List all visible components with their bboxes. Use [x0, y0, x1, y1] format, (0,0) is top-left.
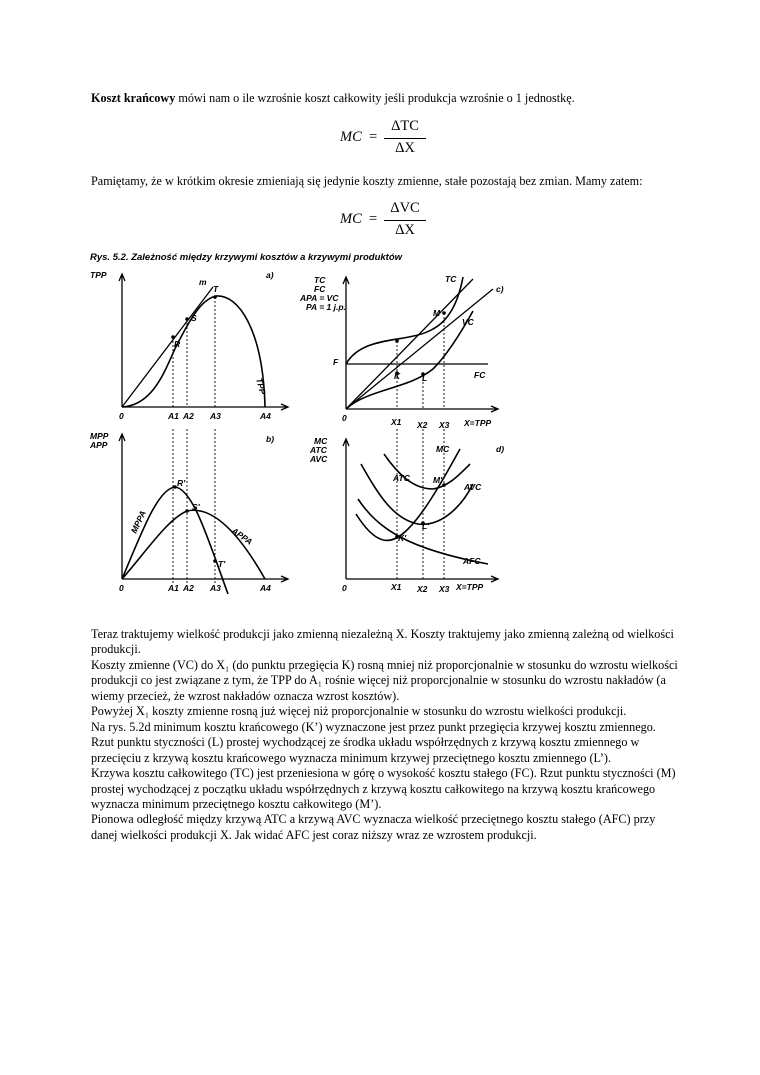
figure-points [171, 295, 446, 563]
formula2-fraction-bar [384, 220, 426, 221]
formula2-denominator: ΔX [395, 222, 415, 238]
paragraph: Rzut punktu styczności (L) prostej wychodzącej ze środka układu współrzędnych z krzywą kosztu zmiennego w przecięciu z krzywą kosztu krańcowego wyznacza minimum krzywej przeciętnego kosztu zmiennego (L’). [91, 735, 640, 765]
formula1-fraction-bar [384, 138, 426, 139]
intro-line [91, 91, 575, 107]
formula2-eq: = [369, 211, 378, 227]
panel-a-tick-a1: A1 [168, 411, 179, 421]
formula1-denominator: ΔX [395, 140, 415, 156]
panel-b-tick-a2: A2 [183, 583, 194, 593]
panel-d-mc-label: MC [436, 444, 450, 454]
panel-d-tick-x3: X3 [439, 584, 450, 594]
paragraph: Powyżej X₁ koszty zmienne rosną już więcej niż proporcjonalnie w stosunku do wzrostu wielkości produkcji. [91, 704, 627, 719]
middle-line: Pamiętamy, że w krótkim okresie zmieniają się jedynie koszty zmienne, stałe pozostają bez zmian. Mamy zatem: [91, 174, 643, 188]
panel-c-tc-curve [346, 277, 463, 364]
panel-b-ylabel-app: APP [90, 440, 108, 450]
panel-a-ray-m [122, 287, 213, 407]
panel-b-tick-a4: A4 [260, 583, 271, 593]
panel-d-tick-x1: X1 [391, 582, 402, 592]
panel-c-tick-x3: X3 [439, 420, 450, 430]
panel-a-curve-label: TPP [254, 376, 269, 396]
panel-a-tick-a4: A4 [260, 411, 271, 421]
panel-b-mppa-curve [122, 487, 228, 594]
panel-a-point-t: T [213, 284, 219, 294]
panel-c-ray-m [346, 279, 473, 409]
body-text [91, 627, 681, 843]
formula-mc-tc [340, 118, 430, 160]
panel-d-afc-label: AFC [463, 556, 481, 566]
panel-a-ylabel: TPP [90, 270, 107, 280]
panel-b-tick-a3: A3 [210, 583, 221, 593]
panel-d-avc-curve [361, 464, 473, 524]
formula1-eq: = [369, 129, 378, 145]
panel-c-tc-label: TC [445, 274, 457, 284]
panel-b-point-t: T' [218, 559, 226, 569]
panel-c-point-l: L [422, 373, 428, 383]
paragraph: Teraz traktujemy wielkość produkcji jako zmienną niezależną X. Koszty traktujemy jako zmienną zależną od wielkości produkcji. [91, 627, 674, 657]
panel-d-point-m: M' [433, 475, 443, 485]
paragraph: Koszty zmienne (VC) do X₁ (do punktu przegięcia K) rosną mniej niż proporcjonalnie w stosunku do wzrostu wielkości produkcji co jest związane z tym, że TPP do A₁ rośnie więcej niż proporcjonalnie w stosunku do wzrostu nakładów (a wiemy przecież, że wzrost nakładów oznacza wzrost kosztów). [91, 657, 678, 703]
panel-d-avc-label: AVC [464, 482, 482, 492]
panel-d-ylabel-2: ATC [310, 445, 327, 455]
panel-d-origin: 0 [342, 583, 347, 593]
panel-a-ray-label: m [199, 277, 207, 287]
panel-b-point-s: S' [192, 502, 200, 512]
panel-c-point-m: M [433, 308, 441, 318]
panel-a-point-r: R [174, 339, 181, 349]
panel-c-ylabel-3: APA = VC [300, 293, 339, 303]
figure-caption: Rys. 5.2. Zależność między krzywymi kosztów a krzywymi produktów [90, 252, 403, 263]
panel-a-origin: 0 [119, 411, 124, 421]
formula-mc-vc [340, 200, 430, 242]
panel-d-tick-x2: X2 [417, 584, 428, 594]
panel-d-point-k: K' [398, 533, 407, 543]
panel-c-ylabel-1: TC [314, 275, 326, 285]
panel-a-tag: a) [266, 270, 274, 280]
formula2-numerator: ΔVC [390, 200, 420, 216]
panel-a-tick-a3: A3 [210, 411, 221, 421]
paragraph: Krzywa kosztu całkowitego (TC) jest przeniesiona w górę o wysokość kosztu stałego (FC). Rzut punktu styczności (M) prostej wychodzącej z początku układu współrzędnych z krzywą kosztu całkowitego na krzywą kosztu krańcowego wyznacza minimum przeciętnego kosztu całkowitego (M’). [91, 766, 676, 811]
panel-d-xlabel: X=TPP [456, 582, 484, 592]
panel-b-appa-label: APPA [229, 525, 255, 547]
paragraph: Pionowa odległość między krzywą ATC a krzywą AVC wyznacza wielkość przeciętnego kosztu stałego (AFC) przy danej wielkości produkcji X. Jak widać AFC jest coraz niższy wraz ze wzrostem produkcji. [91, 812, 656, 842]
panel-d-tag: d) [496, 444, 505, 454]
panel-b-ylabel-mpp: MPP [90, 431, 109, 441]
panel-a-point-s: S [191, 313, 197, 323]
panel-b-tag: b) [266, 434, 275, 444]
panel-c-ylabel-4: PA = 1 j.p. [306, 302, 346, 312]
panel-c-point-f: F [333, 357, 339, 367]
panel-c-point-k: K [394, 371, 401, 381]
panel-c-tick-x2: X2 [417, 420, 428, 430]
cost-product-figure [88, 249, 528, 594]
intro-term: Koszt krańcowy [91, 91, 176, 105]
panel-c-fc-label: FC [474, 370, 486, 380]
panel-d-ylabel-3: AVC [310, 454, 328, 464]
panel-c-ylabel-2: FC [314, 284, 326, 294]
panel-b-origin: 0 [119, 583, 124, 593]
panel-d-atc-label: ATC [393, 473, 410, 483]
formula2-lhs: MC [340, 211, 362, 227]
panel-b-point-r: R' [177, 478, 186, 488]
panel-c-xlabel: X=TPP [464, 418, 492, 428]
panel-d-ylabel-1: MC [314, 436, 328, 446]
panel-c-tick-x1: X1 [391, 417, 402, 427]
formula1-lhs: MC [340, 129, 362, 145]
formula1-numerator: ΔTC [391, 118, 419, 134]
panel-c-ray-l [346, 289, 493, 409]
panel-b-tick-a1: A1 [168, 583, 179, 593]
panel-b-axes [119, 434, 288, 582]
intro-rest: mówi nam o ile wzrośnie koszt całkowity jeśli produkcja wzrośnie o 1 jednostkę. [175, 91, 575, 105]
paragraph: Na rys. 5.2d minimum kosztu krańcowego (K’) wyznaczone jest przez punkt przegięcia krzywej kosztu zmiennego. [91, 719, 656, 734]
panel-c-vc-curve [346, 311, 473, 409]
panel-c-tag: c) [496, 284, 504, 294]
panel-d-atc-curve [384, 454, 470, 489]
panel-c-origin: 0 [342, 413, 347, 423]
panel-c-vc-label: VC [462, 317, 474, 327]
panel-a-tick-a2: A2 [183, 411, 194, 421]
panel-d-point-l: L' [422, 521, 430, 531]
panel-b-mppa-label: MPPA [128, 508, 148, 535]
